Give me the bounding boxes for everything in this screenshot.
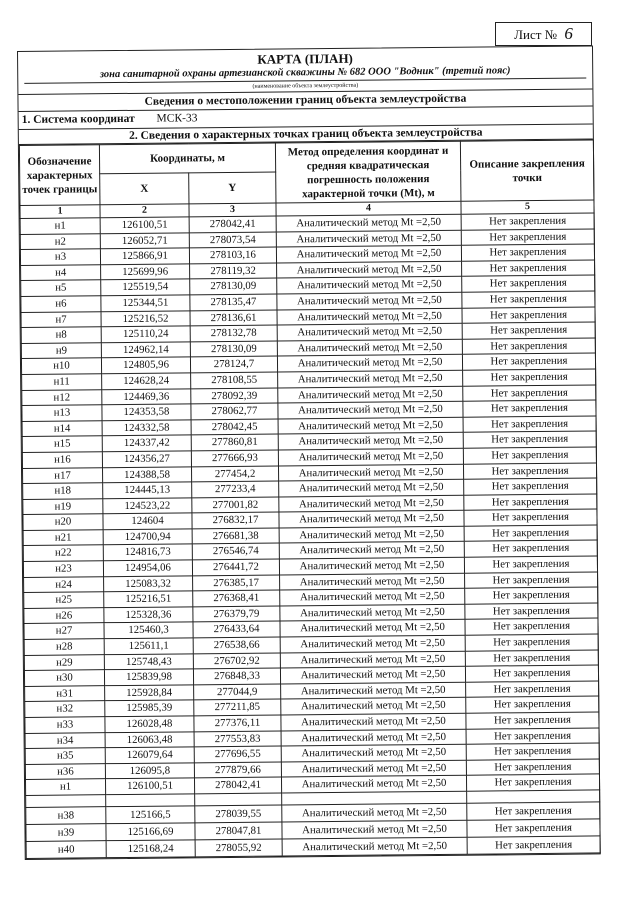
cell-y: 278130,09 [190, 278, 277, 294]
cell-point: н13 [22, 405, 102, 421]
cell-x: 125166,5 [106, 806, 195, 824]
col-desc-header: Описание закрепления точки [460, 140, 594, 201]
cell-method: Аналитический метод Mt =2,50 [279, 526, 464, 543]
cell-x: 125460,3 [104, 622, 193, 638]
cell-y: 278092,39 [191, 388, 278, 404]
cell-desc: Нет закрепления [467, 802, 600, 820]
cell-desc: Нет закрепления [463, 462, 596, 479]
cell-point: н19 [23, 498, 103, 514]
cell-x: 125866,91 [100, 248, 189, 264]
points-table [19, 139, 601, 858]
cell-point: н33 [25, 717, 105, 733]
empty-cell [195, 793, 282, 806]
cell-y: 277879,66 [194, 762, 281, 778]
cell-method: Аналитический метод Mt =2,50 [277, 277, 462, 294]
cell-point: н10 [21, 358, 101, 374]
cell-x: 124523,22 [103, 498, 192, 514]
empty-cell [26, 795, 106, 808]
cell-x: 125985,39 [105, 700, 194, 716]
cell-x: 125216,52 [101, 310, 190, 326]
cell-x: 125748,43 [104, 653, 193, 669]
cell-desc: Нет закрепления [462, 353, 595, 370]
cell-y: 276681,38 [192, 528, 279, 544]
cell-method: Аналитический метод Mt =2,50 [280, 604, 465, 621]
cell-method: Аналитический метод Mt =2,50 [280, 573, 465, 590]
cell-point: н1 [25, 779, 105, 795]
cell-method: Аналитический метод Mt =2,50 [280, 588, 465, 605]
cell-desc: Нет закрепления [464, 509, 597, 526]
cell-x: 124353,58 [102, 404, 191, 420]
document-title: КАРТА (ПЛАН) [257, 50, 353, 67]
cell-y: 278073,54 [189, 232, 276, 248]
cell-point: н6 [21, 296, 101, 312]
cell-x: 126079,64 [105, 747, 194, 763]
col-number: 4 [276, 201, 461, 216]
object-name-note: (наименование объекта землеустройства) [18, 78, 592, 95]
cell-method: Аналитический метод Mt =2,50 [277, 261, 462, 278]
cell-method: Аналитический метод Mt =2,50 [281, 698, 466, 715]
cell-desc: Нет закрепления [466, 743, 599, 760]
col-method-header: Метод определения координат и средняя квадратическая погрешность положения характерной точки (Mt), м [275, 141, 461, 203]
cell-y: 276368,41 [193, 590, 280, 606]
cell-desc: Нет закрепления [463, 369, 596, 386]
cell-desc: Нет закрепления [463, 416, 596, 433]
cell-y: 278135,47 [190, 294, 277, 310]
sheet-label: Лист № [514, 27, 558, 42]
cell-x: 126063,48 [105, 731, 194, 747]
cell-desc: Нет закрепления [465, 618, 598, 635]
cell-point: н17 [23, 467, 103, 483]
cell-point: н32 [25, 701, 105, 717]
cell-method: Аналитический метод Mt =2,50 [277, 308, 462, 325]
cell-desc: Нет закрепления [463, 384, 596, 401]
cell-x: 124445,13 [103, 482, 192, 498]
cell-desc: Нет закрепления [466, 728, 599, 745]
cell-y: 276546,74 [192, 543, 279, 559]
cell-x: 126052,71 [100, 232, 189, 248]
cell-desc: Нет закрепления [466, 774, 599, 791]
cell-point: н9 [21, 342, 101, 358]
cell-desc: Нет закрепления [464, 494, 597, 511]
cell-method: Аналитический метод Mt =2,50 [278, 386, 463, 403]
cell-method: Аналитический метод Mt =2,50 [280, 651, 465, 668]
cell-method: Аналитический метод Mt =2,50 [278, 401, 463, 418]
cell-point: н11 [22, 374, 102, 390]
cell-method: Аналитический метод Mt =2,50 [276, 214, 461, 231]
cell-x: 125166,69 [106, 823, 195, 841]
cell-point: н2 [20, 233, 100, 249]
cell-desc: Нет закрепления [465, 665, 598, 682]
cell-desc: Нет закрепления [462, 291, 595, 308]
cell-x: 124388,58 [102, 466, 191, 482]
cell-x: 125928,84 [105, 685, 194, 701]
cell-point: н1 [20, 218, 100, 234]
cell-y: 278042,41 [194, 777, 281, 793]
cell-y: 277666,93 [191, 450, 278, 466]
cell-point: н28 [24, 639, 104, 655]
cell-desc: Нет закрепления [464, 556, 597, 573]
cell-x: 126100,51 [105, 778, 194, 794]
cell-point: н38 [26, 807, 106, 825]
cell-y: 276702,92 [193, 653, 280, 669]
empty-cell [106, 794, 195, 807]
location-section-title: Сведения о местоположении границ объекта землеустройства [18, 89, 592, 112]
cell-point: н12 [22, 389, 102, 405]
coordinate-system-value: МСК-33 [156, 112, 198, 125]
cell-x: 125519,54 [101, 279, 190, 295]
cell-point: н22 [23, 545, 103, 561]
cell-method: Аналитический метод Mt =2,50 [279, 495, 464, 512]
cell-method: Аналитический метод Mt =2,50 [279, 479, 464, 496]
map-plan-form [17, 45, 601, 859]
cell-point: н16 [22, 452, 102, 468]
cell-desc: Нет закрепления [466, 696, 599, 713]
cell-method: Аналитический метод Mt =2,50 [282, 803, 467, 822]
cell-x: 125216,51 [104, 591, 193, 607]
cell-desc: Нет закрепления [464, 525, 597, 542]
cell-desc: Нет закрепления [462, 307, 595, 324]
cell-desc: Нет закрепления [465, 603, 598, 620]
cell-x: 124337,42 [102, 435, 191, 451]
cell-point: н20 [23, 514, 103, 530]
cell-method: Аналитический метод Mt =2,50 [277, 339, 462, 356]
cell-y: 278132,78 [190, 325, 277, 341]
cell-desc: Нет закрепления [465, 572, 598, 589]
cell-point: н31 [25, 686, 105, 702]
cell-x: 124954,06 [103, 560, 192, 576]
cell-y: 276538,66 [193, 637, 280, 653]
cell-y: 278047,81 [195, 822, 282, 840]
cell-point: н7 [21, 311, 101, 327]
col-number: 1 [20, 205, 100, 219]
cell-y: 277376,11 [194, 715, 281, 731]
cell-y: 277044,9 [194, 684, 281, 700]
cell-method: Аналитический метод Mt =2,50 [278, 433, 463, 450]
cell-desc: Нет закрепления [464, 540, 597, 557]
cell-method: Аналитический метод Mt =2,50 [277, 292, 462, 309]
cell-point: н5 [21, 280, 101, 296]
cell-method: Аналитический метод Mt =2,50 [279, 511, 464, 528]
cell-desc: Нет закрепления [464, 478, 597, 495]
cell-desc: Нет закрепления [462, 338, 595, 355]
cell-method: Аналитический метод Mt =2,50 [280, 666, 465, 683]
cell-y: 278039,55 [195, 805, 282, 823]
cell-x: 124805,96 [101, 357, 190, 373]
cell-desc: Нет закрепления [461, 213, 594, 230]
cell-x: 125168,24 [106, 840, 195, 858]
cell-method: Аналитический метод Mt =2,50 [276, 245, 461, 262]
col-x-header: X [100, 173, 189, 205]
cell-x: 125110,24 [101, 326, 190, 342]
cell-method: Аналитический метод Mt =2,50 [278, 417, 463, 434]
cell-x: 124469,36 [102, 388, 191, 404]
cell-desc: Нет закрепления [466, 759, 599, 776]
cell-point: н34 [25, 732, 105, 748]
cell-desc: Нет закрепления [466, 712, 599, 729]
cell-x: 126095,8 [105, 763, 194, 779]
cell-point: н18 [23, 483, 103, 499]
cell-method: Аналитический метод Mt =2,50 [282, 837, 467, 856]
points-section-title: 2. Сведения о характерных точках границ объекта землеустройства [19, 124, 593, 145]
col-coords-header: Координаты, м [99, 143, 275, 174]
cell-method: Аналитический метод Mt =2,50 [281, 776, 466, 793]
cell-x: 124356,27 [102, 451, 191, 467]
cell-y: 277696,55 [194, 746, 281, 762]
cell-desc: Нет закрепления [465, 634, 598, 651]
cell-y: 277211,85 [194, 699, 281, 715]
col-point-header: Обозначение характерных точек границы [19, 145, 100, 206]
cell-method: Аналитический метод Mt =2,50 [282, 820, 467, 839]
cell-point: н35 [25, 748, 105, 764]
cell-x: 124332,58 [102, 420, 191, 436]
cell-point: н25 [24, 592, 104, 608]
cell-y: 278108,55 [191, 372, 278, 388]
cell-y: 276832,17 [192, 512, 279, 528]
cell-x: 124700,94 [103, 529, 192, 545]
cell-desc: Нет закрепления [463, 431, 596, 448]
cell-point: н29 [24, 654, 104, 670]
cell-x: 125083,32 [104, 575, 193, 591]
cell-method: Аналитический метод Mt =2,50 [279, 557, 464, 574]
cell-point: н23 [23, 561, 103, 577]
cell-method: Аналитический метод Mt =2,50 [278, 464, 463, 481]
cell-y: 277553,83 [194, 731, 281, 747]
cell-point: н15 [22, 436, 102, 452]
cell-x: 125611,1 [104, 638, 193, 654]
cell-point: н14 [22, 420, 102, 436]
cell-desc: Нет закрепления [463, 447, 596, 464]
cell-desc: Нет закрепления [467, 819, 600, 837]
cell-y: 276433,64 [193, 621, 280, 637]
cell-desc: Нет закрепления [465, 587, 598, 604]
cell-point: н39 [26, 824, 106, 842]
cell-desc: Нет закрепления [462, 260, 595, 277]
cell-method: Аналитический метод Mt =2,50 [278, 370, 463, 387]
cell-method: Аналитический метод Mt =2,50 [281, 713, 466, 730]
document-subtitle: зона санитарной охраны артезианской скважины № 682 ООО "Водник" (третий пояс) [24, 64, 586, 84]
cell-x: 125839,98 [104, 669, 193, 685]
cell-point: н26 [24, 608, 104, 624]
cell-point: н8 [21, 327, 101, 343]
points-table-tail [26, 790, 601, 859]
col-number: 5 [461, 200, 594, 214]
cell-x: 124962,14 [101, 342, 190, 358]
cell-method: Аналитический метод Mt =2,50 [281, 760, 466, 777]
cell-desc: Нет закрепления [465, 650, 598, 667]
cell-y: 276441,72 [192, 559, 279, 575]
cell-point: н40 [26, 841, 106, 859]
cell-desc: Нет закрепления [462, 322, 595, 339]
sheet-number-box [495, 22, 592, 46]
cell-y: 278130,09 [190, 341, 277, 357]
cell-x: 126100,51 [100, 217, 189, 233]
cell-point: н36 [25, 763, 105, 779]
cell-method: Аналитический метод Mt =2,50 [281, 729, 466, 746]
cell-y: 276379,79 [193, 606, 280, 622]
cell-x: 124628,24 [102, 373, 191, 389]
cell-point: н21 [23, 530, 103, 546]
cell-desc: Нет закрепления [461, 229, 594, 246]
cell-y: 278042,45 [191, 419, 278, 435]
cell-x: 125344,51 [101, 295, 190, 311]
cell-method: Аналитический метод Mt =2,50 [277, 355, 462, 372]
cell-method: Аналитический метод Mt =2,50 [281, 682, 466, 699]
cell-desc: Нет закрепления [467, 836, 600, 854]
coordinate-system-label: 1. Система координат [21, 112, 135, 126]
col-number: 2 [100, 204, 189, 218]
cell-x: 124816,73 [103, 544, 192, 560]
cell-y: 277860,81 [191, 434, 278, 450]
cell-point: н4 [21, 264, 101, 280]
cell-y: 278119,32 [190, 263, 277, 279]
cell-method: Аналитический метод Mt =2,50 [276, 230, 461, 247]
cell-desc: Нет закрепления [462, 275, 595, 292]
col-number: 3 [189, 203, 276, 217]
col-y-header: Y [189, 172, 276, 204]
sheet-number: 6 [564, 24, 573, 43]
cell-x: 124604 [103, 513, 192, 529]
cell-method: Аналитический метод Mt =2,50 [280, 620, 465, 637]
cell-y: 278103,16 [189, 247, 276, 263]
cell-point: н30 [24, 670, 104, 686]
cell-y: 277454,2 [191, 466, 278, 482]
cell-desc: Нет закрепления [461, 244, 594, 261]
cell-method: Аналитический метод Mt =2,50 [280, 635, 465, 652]
cell-method: Аналитический метод Mt =2,50 [279, 542, 464, 559]
cell-y: 278136,61 [190, 310, 277, 326]
cell-y: 277001,82 [192, 497, 279, 513]
cell-desc: Нет закрепления [463, 400, 596, 417]
cell-x: 125699,96 [101, 264, 190, 280]
cell-y: 278042,41 [189, 216, 276, 232]
cell-point: н3 [20, 249, 100, 265]
cell-y: 278062,77 [191, 403, 278, 419]
cell-method: Аналитический метод Mt =2,50 [278, 448, 463, 465]
cell-point: н27 [24, 623, 104, 639]
cell-desc: Нет закрепления [466, 681, 599, 698]
cell-y: 276848,33 [193, 668, 280, 684]
cell-y: 278055,92 [195, 839, 282, 857]
cell-point: н24 [24, 576, 104, 592]
cell-method: Аналитический метод Mt =2,50 [277, 323, 462, 340]
cell-y: 276385,17 [193, 575, 280, 591]
cell-x: 125328,36 [104, 607, 193, 623]
cell-y: 277233,4 [192, 481, 279, 497]
cell-method: Аналитический метод Mt =2,50 [281, 744, 466, 761]
cell-y: 278124,7 [190, 356, 277, 372]
cell-x: 126028,48 [105, 716, 194, 732]
points-table-body [20, 213, 600, 795]
